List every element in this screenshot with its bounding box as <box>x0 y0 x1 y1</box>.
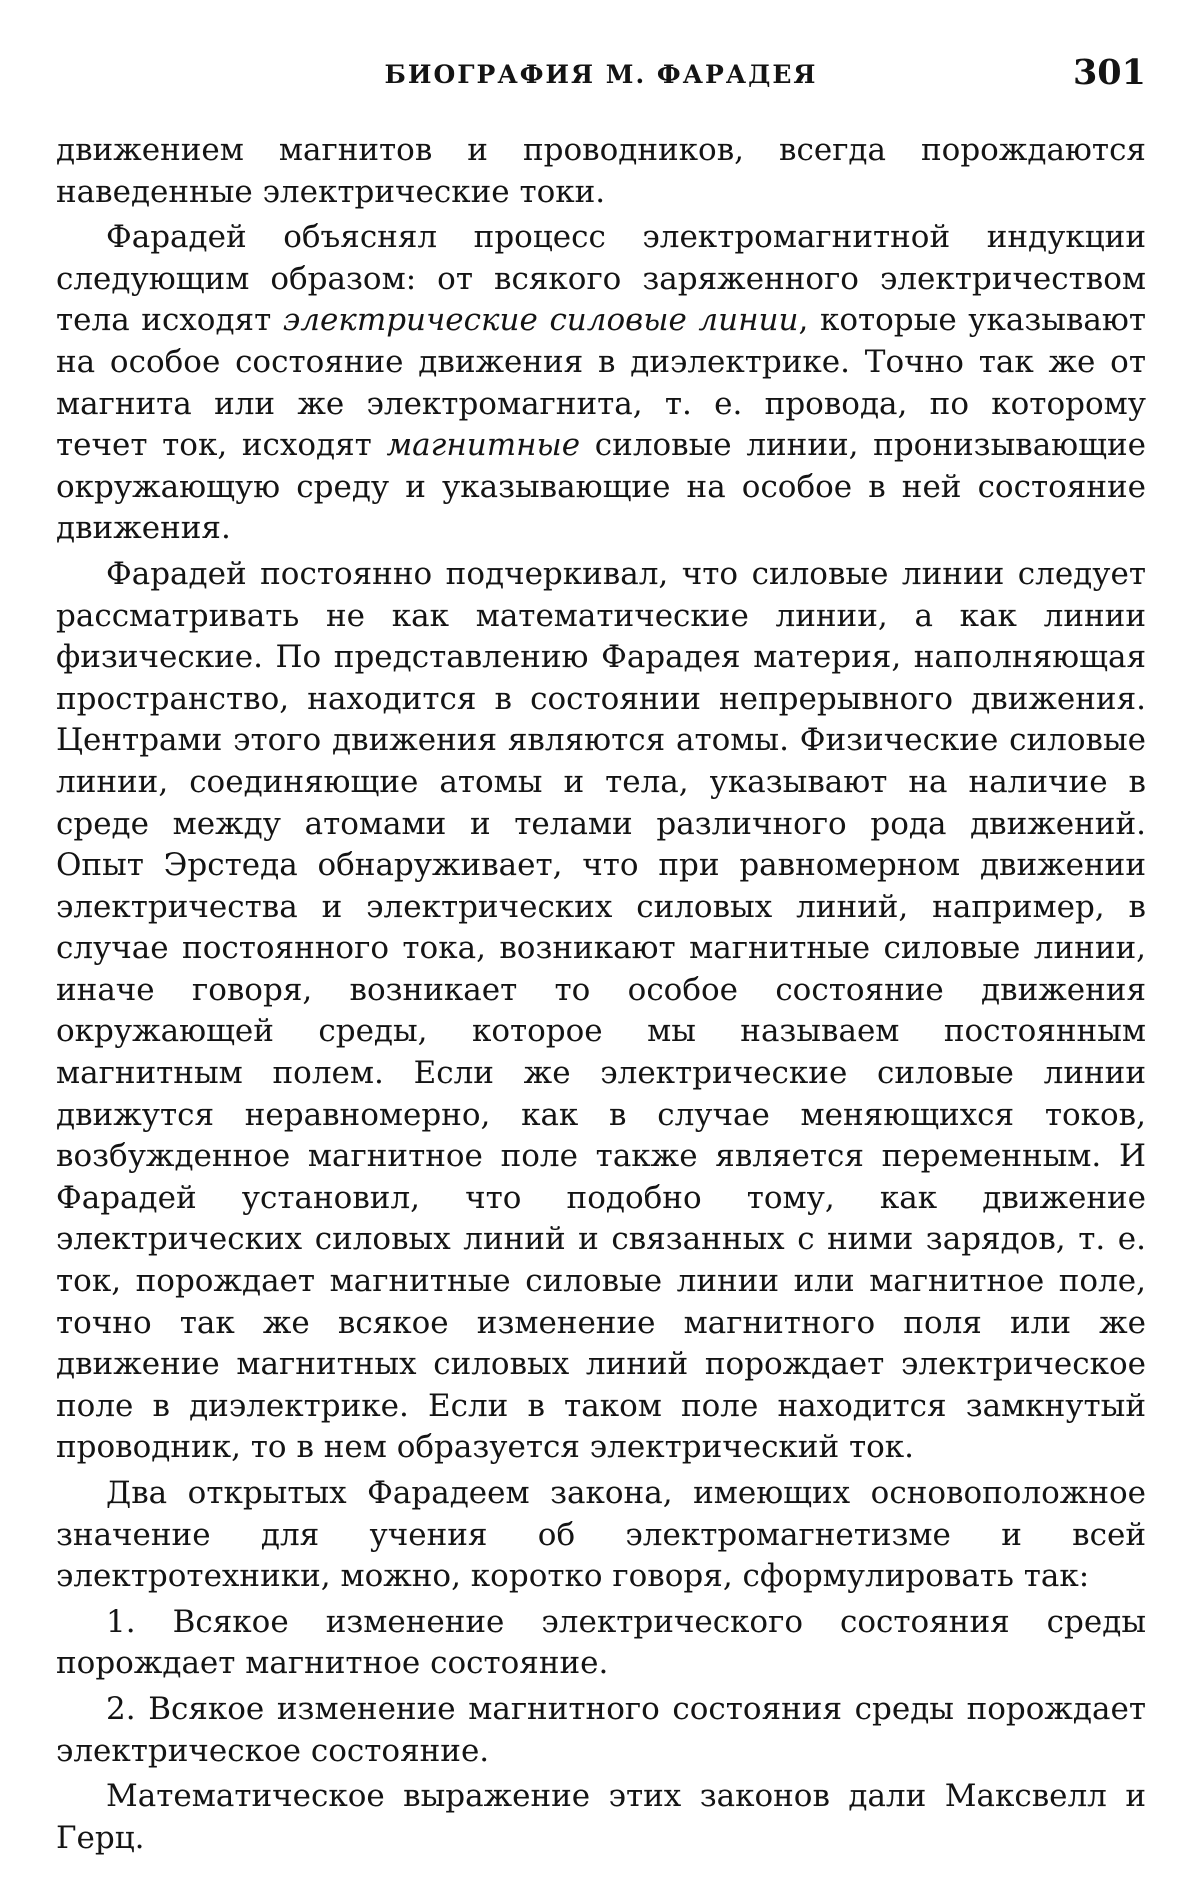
paragraph-4: Два открытых Фарадеем закона, имеющих основоположное значение для учения об электромагнетизме и всей электротехники, можно, коротко говоря, сформулировать так: <box>56 1475 1146 1595</box>
paragraph-1: движением магнитов и проводников, всегда порождаются наведенные электрические токи. <box>56 132 1146 210</box>
paragraph-2-part-2: , которые указывают на особое состояние движения в диэлектрике. Точно так же от магнита или же электромагнита, т. е. провода, по которому течет ток, исходят <box>56 302 1147 464</box>
paragraph-2 <box>56 217 1146 550</box>
running-title: БИОГРАФИЯ М. ФАРАДЕЯ <box>384 60 818 89</box>
book-page <box>56 52 1146 1863</box>
body-text <box>56 130 1146 1859</box>
paragraph-2-italic-magnetic: магнитные <box>386 427 581 464</box>
paragraph-conclusion: Математическое выражение этих законов дали Максвелл и Герц. <box>56 1778 1146 1856</box>
paragraph-2-part-1: Фарадей объяснял процесс электромагнитной индукции следующим образом: от всякого заряженного электричеством тела исходят <box>56 219 1146 339</box>
law-2: 2. Всякое изменение магнитного состояния среды порождает электрическое состояние. <box>56 1690 1146 1769</box>
paragraph-2-part-3: силовые линии, пронизывающие окружающую среду и указывающие на особое в ней состояние движения. <box>56 427 1146 547</box>
law-1: 1. Всякое изменение электрического состояния среды порождает магнитное состояние. <box>56 1603 1146 1682</box>
page-header <box>56 52 1146 102</box>
page-number: 301 <box>1072 52 1146 93</box>
paragraph-3: Фарадей постоянно подчеркивал, что силовые линии следует рассматривать не как математические линии, а как линии физические. По представлению Фарадея материя, наполняющая пространство, находится в состоянии непрерывного движения. Центрами этого движения являются атомы. Физические силовые линии, соединяющие атомы и тела, указывают на наличие в среде между атомами и телами различного рода движений. Опыт Эрстеда обнаруживает, что при равномерном движении электричества и электрических силовых линий, например, в случае постоянного тока, возникают магнитные силовые линии, иначе говоря, возникает то особое состояние движения окружающей среды, которое мы называем постоянным магнитным полем. Если же электрические силовые линии движутся неравномерно, как в случае меняющихся токов, возбужденное магнитное поле также является переменным. И Фарадей установил, что подобно тому, как движение электрических силовых линий и связанных с ними зарядов, т. е. ток, порождает магнитные силовые линии или магнитное поле, точно так же всякое изменение магнитного поля или же движение магнитных силовых линий порождает электрическое поле в диэлектрике. Если в таком поле находится замкнутый проводник, то в нем образуется электрический ток. <box>56 555 1146 1466</box>
paragraph-2-italic-electric-lines: электрические силовые линии <box>282 302 799 339</box>
